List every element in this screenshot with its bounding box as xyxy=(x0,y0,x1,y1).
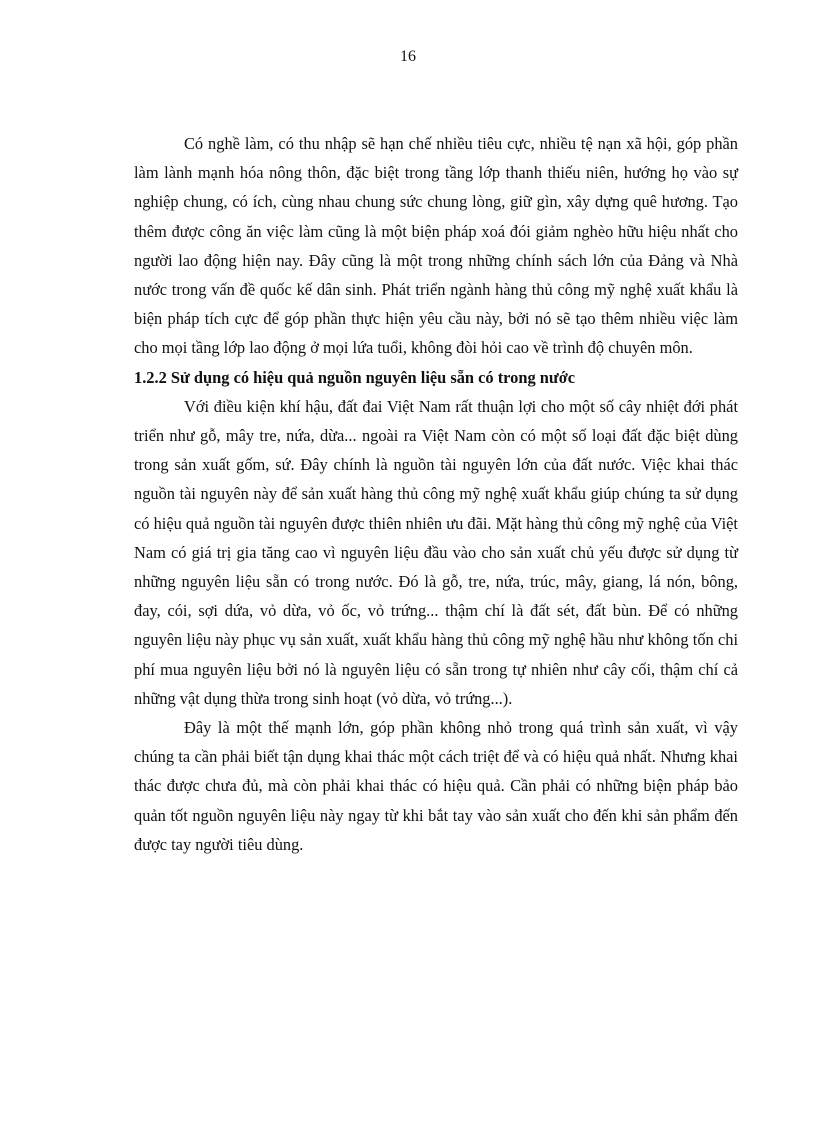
paragraph-employment: Có nghề làm, có thu nhập sẽ hạn chế nhiều tiêu cực, nhiều tệ nạn xã hội, góp phần làm lành mạnh hóa nông thôn, đặc biệt trong tầng lớp thanh thiếu niên, hướng họ vào sự nghiệp chung, có ích, cùng nhau chung sức chung lòng, giữ gìn, xây dựng quê hương. Tạo thêm được công ăn việc làm cũng là một biện pháp xoá đói giảm nghèo hữu hiệu nhất cho người lao động hiện nay. Đây cũng là một trong những chính sách lớn của Đảng và Nhà nước trong vấn đề quốc kế dân sinh. Phát triển ngành hàng thủ công mỹ nghệ xuất khẩu là biện pháp tích cực để góp phần thực hiện yêu cầu này, bởi nó sẽ tạo thêm nhiều việc làm cho mọi tầng lớp lao động ở mọi lứa tuổi, không đòi hỏi cao về trình độ chuyên môn. xyxy=(134,134,738,358)
document-body xyxy=(134,129,738,859)
paragraph-exploitation: Đây là một thế mạnh lớn, góp phần không nhỏ trong quá trình sản xuất, vì vậy chúng ta cần phải biết tận dụng khai thác một cách triệt để và có hiệu quả nhất. Nhưng khai thác được chưa đủ, mà còn phải khai thác có hiệu quả. Cần phải có những biện pháp bảo quản tốt nguồn nguyên liệu này ngay từ khi bắt tay vào sản xuất cho đến khi sản phẩm đến được tay người tiêu dùng. xyxy=(134,718,738,854)
section-heading: 1.2.2 Sử dụng có hiệu quả nguồn nguyên liệu sẵn có trong nước xyxy=(134,367,576,387)
paragraph-raw-materials: Với điều kiện khí hậu, đất đai Việt Nam rất thuận lợi cho một số cây nhiệt đới phát triển như gỗ, mây tre, nứa, dừa... ngoài ra Việt Nam còn có một số loại đất đặc biệt dùng trong sản xuất gốm, sứ. Đây chính là nguồn tài nguyên lớn của đất nước. Việc khai thác nguồn tài nguyên này để sản xuất hàng thủ công mỹ nghệ xuất khẩu giúp chúng ta sử dụng có hiệu quả nguồn tài nguyên được thiên nhiên ưu đãi. Mặt hàng thủ công mỹ nghệ của Việt Nam có giá trị gia tăng cao vì nguyên liệu đầu vào cho sản xuất chủ yếu được sử dụng từ những nguyên liệu sẵn có trong nước. Đó là gỗ, tre, nứa, trúc, mây, giang, lá nón, bông, đay, cói, sợi dứa, vỏ dừa, vỏ ốc, vỏ trứng... thậm chí là đất sét, đất bùn. Để có những nguyên liệu này phục vụ sản xuất, xuất khẩu hàng thủ công mỹ nghệ hầu như không tốn chi phí mua nguyên liệu bởi nó là nguyên liệu có sẵn trong tự nhiên như cây cối, thậm chí cả những vật dụng thừa trong sinh hoạt (vỏ dừa, vỏ trứng...). xyxy=(134,396,738,708)
page-number: 16 xyxy=(400,48,416,65)
